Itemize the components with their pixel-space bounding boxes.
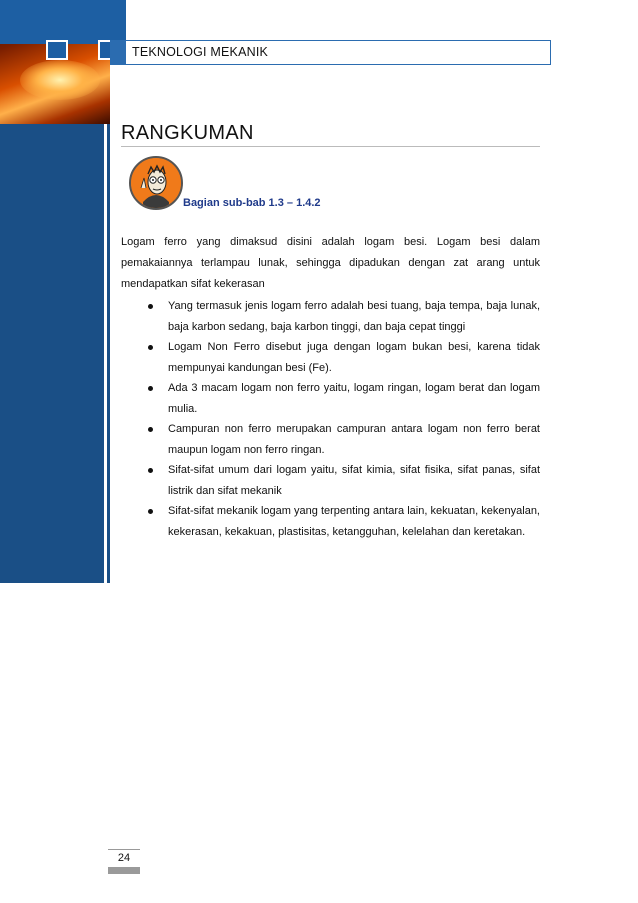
list-item: Sifat-sifat umum dari logam yaitu, sifat kimia, sifat fisika, sifat panas, sifat listrik dan sifat mekanik	[148, 460, 540, 502]
section-heading: RANGKUMAN	[121, 122, 254, 144]
title-accent	[110, 40, 126, 65]
intro-paragraph: Logam ferro yang dimaksud disini adalah logam besi. Logam besi dalam pemakaiannya terlampau lunak, sehingga dipadukan dengan zat arang untuk mendapatkan sifat kekerasan	[121, 236, 540, 290]
bullet-dot-icon	[148, 427, 153, 432]
header-square-icon	[46, 40, 68, 60]
list-item: Yang termasuk jenis logam ferro adalah besi tuang, baja tempa, baja lunak, baja karbon sedang, baja karbon tinggi, dan baja cepat tinggi	[148, 296, 540, 338]
bullet-dot-icon	[148, 509, 153, 514]
list-item: Sifat-sifat mekanik logam yang terpenting antara lain, kekuatan, kekenyalan, kekerasan, kekakuan, plastisitas, ketangguhan, kelelahan dan keretakan.	[148, 501, 540, 543]
bullet-dot-icon	[148, 468, 153, 473]
page-number-rule	[108, 849, 140, 850]
cartoon-character-icon	[129, 156, 183, 210]
list-item: Logam Non Ferro disebut juga dengan logam bukan besi, karena tidak mempunyai kandungan besi (Fe).	[148, 337, 540, 379]
bullet-dot-icon	[148, 304, 153, 309]
bullet-dot-icon	[148, 386, 153, 391]
book-title-bar	[126, 40, 551, 65]
list-item: Ada 3 macam logam non ferro yaitu, logam ringan, logam berat dan logam mulia.	[148, 378, 540, 420]
header-blue-band	[0, 0, 126, 44]
subsection-label: Bagian sub-bab 1.3 – 1.4.2	[183, 197, 321, 209]
summary-list	[148, 296, 540, 542]
bullet-dot-icon	[148, 345, 153, 350]
list-item: Campuran non ferro merupakan campuran antara logam non ferro berat maupun logam non ferro ringan.	[148, 419, 540, 461]
page-number-bar	[108, 867, 140, 874]
heading-divider	[121, 146, 540, 147]
page-number: 24	[117, 852, 131, 864]
book-title: TEKNOLOGI MEKANIK	[132, 45, 269, 59]
